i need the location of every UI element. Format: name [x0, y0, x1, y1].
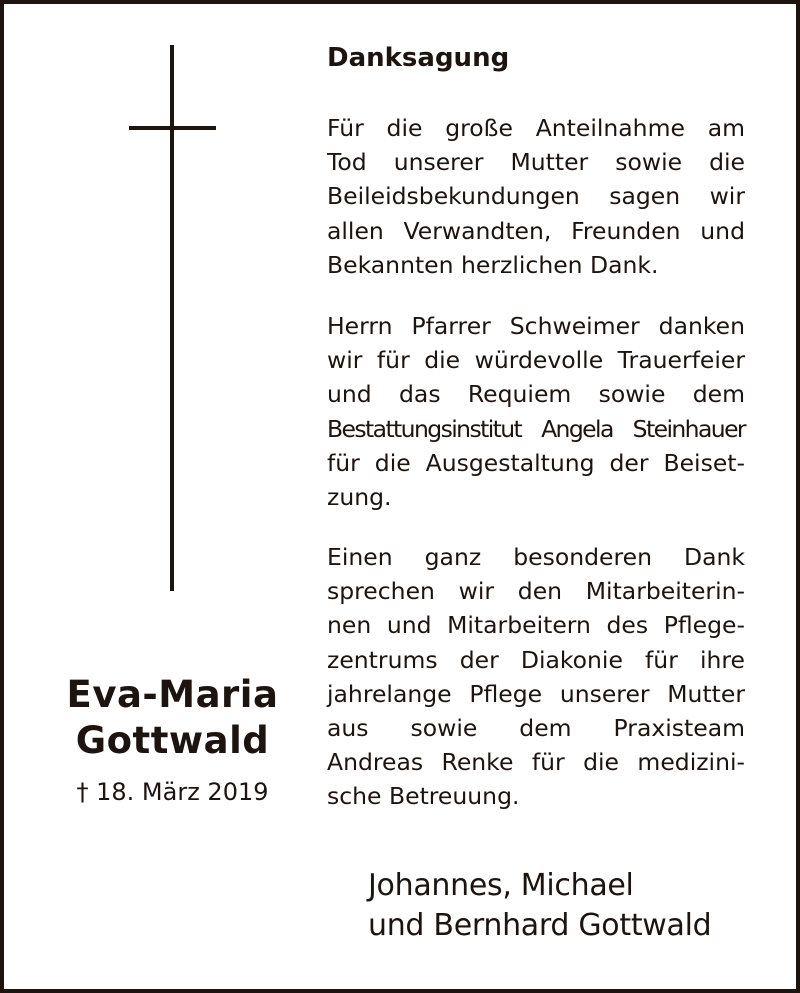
- signature-line-1: Johannes, Michael: [368, 868, 634, 903]
- paragraph-line: zentrums der Diakonie für ihre: [327, 645, 745, 674]
- paragraph-line: aus sowie dem Praxisteam: [327, 714, 745, 743]
- paragraph-line: wir für die würdevolle Trauerfeier: [327, 346, 745, 375]
- paragraph-thanks-condolences: [327, 111, 745, 282]
- signature: [368, 866, 711, 946]
- paragraph-line: jahrelange Pflege unserer Mutter: [327, 679, 745, 708]
- deceased-first-name: Eva-Maria: [66, 673, 279, 716]
- paragraph-line: sprechen wir den Mitarbeiterin-: [327, 577, 745, 606]
- paragraph-line: Andreas Renke für die medizini-: [327, 748, 745, 777]
- paragraph-thanks-care: [327, 540, 745, 814]
- signature-line-2: und Bernhard Gottwald: [368, 908, 712, 943]
- notice-heading: Danksagung: [327, 43, 510, 73]
- paragraph-line: nen und Mitarbeitern des Pflege-: [327, 611, 745, 640]
- paragraph-line: Bestattungsinstitut Angela Steinhauer: [327, 414, 745, 443]
- cross-icon-horizontal-bar: [129, 126, 216, 130]
- paragraph-line: und das Requiem sowie dem: [327, 380, 745, 409]
- paragraph-line: sche Betreuung.: [327, 782, 520, 811]
- paragraph-line: Tod unserer Mutter sowie die: [327, 148, 745, 177]
- paragraph-line: für die Ausgestaltung der Beiset-: [327, 448, 745, 477]
- death-date: † 18. März 2019: [76, 778, 269, 806]
- paragraph-line: allen Verwandten, Freunden und: [327, 216, 745, 245]
- paragraph-line: Für die große Anteilnahme am: [327, 114, 745, 142]
- paragraph-line: Beileidsbekundungen sagen wir: [327, 182, 745, 211]
- deceased-last-name: Gottwald: [75, 719, 270, 762]
- paragraph-line: Einen ganz besonderen Dank: [327, 543, 745, 571]
- paragraph-line: zung.: [327, 483, 392, 512]
- paragraph-line: Herrn Pfarrer Schweimer danken: [327, 312, 745, 340]
- paragraph-thanks-ceremony: [327, 309, 745, 514]
- paragraph-line: Bekannten herzlichen Dank.: [327, 250, 659, 279]
- deceased-name: [40, 672, 305, 764]
